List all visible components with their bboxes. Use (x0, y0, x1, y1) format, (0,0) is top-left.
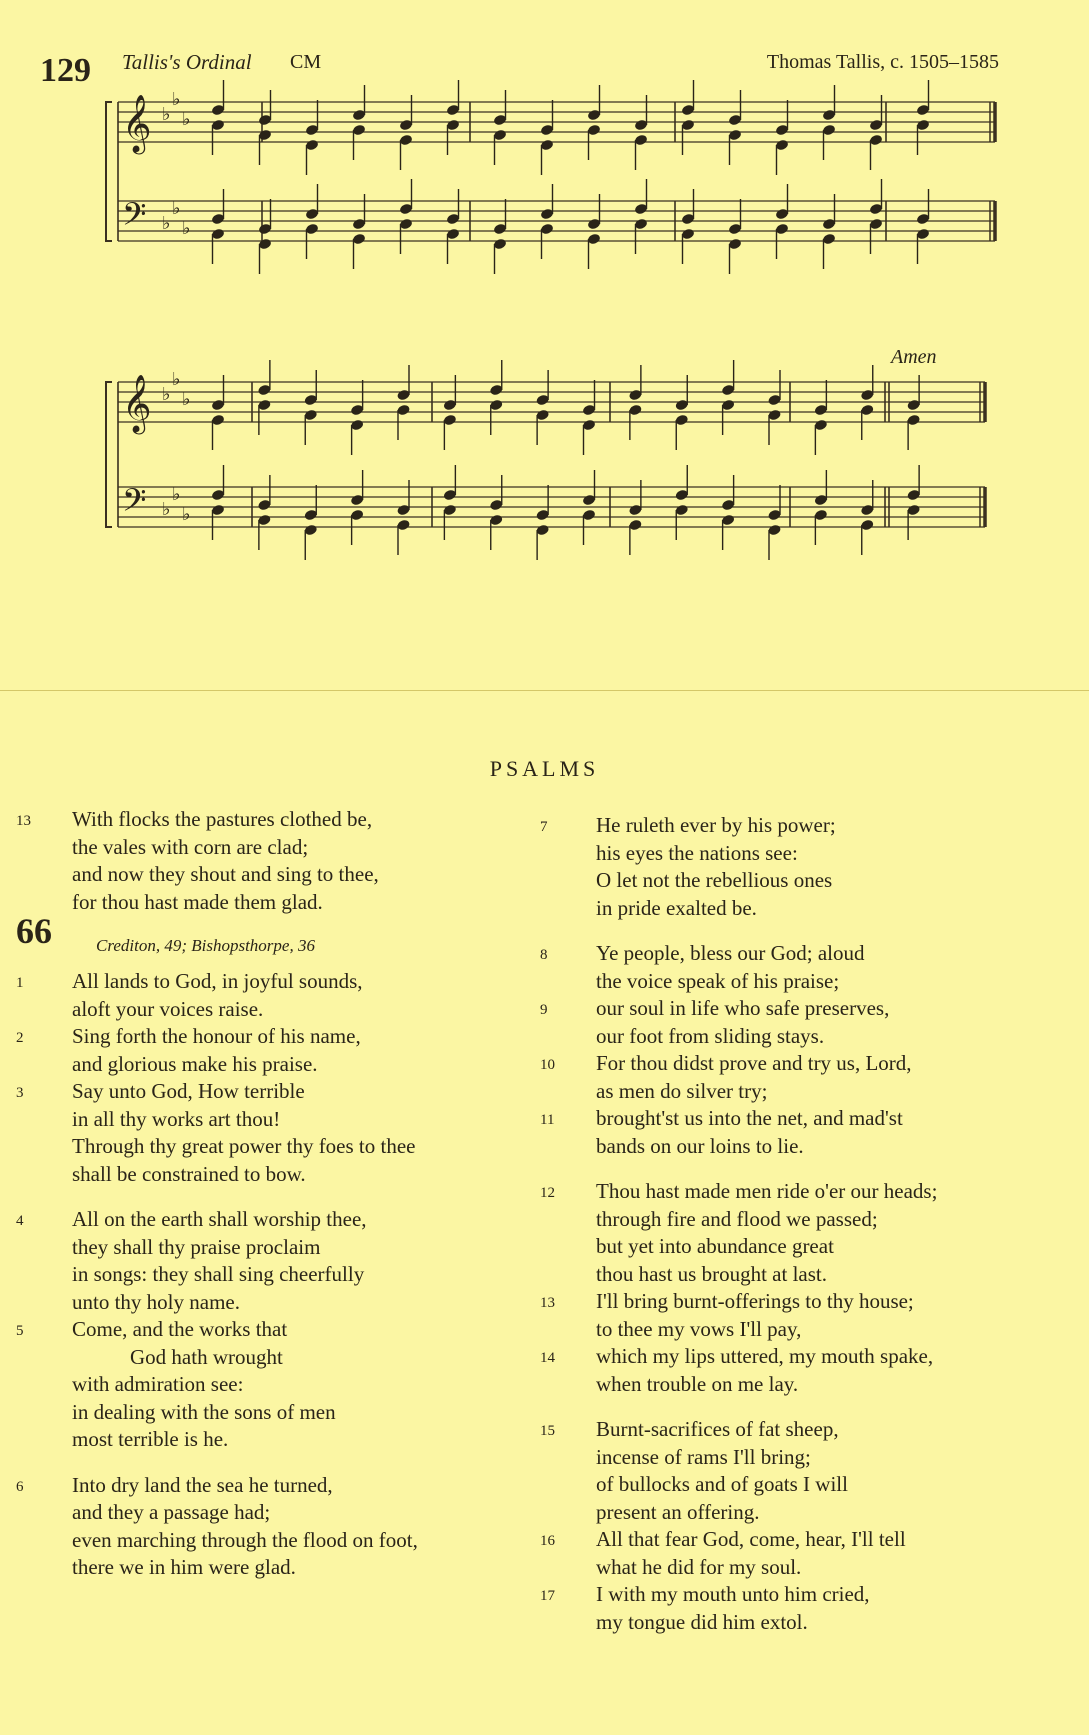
system-bracket (106, 382, 112, 527)
verse-7 (540, 812, 1060, 922)
verse-line: to thee my vows I'll pay, (596, 1316, 802, 1341)
flat-icon: ♭ (172, 369, 181, 390)
verse-line: present an offering. (596, 1499, 760, 1524)
psalm-heading (16, 911, 516, 968)
verse-number: 9 (540, 1002, 548, 1018)
verse-line: For thou didst prove and try us, Lord, (596, 1051, 912, 1075)
staff-lines (106, 102, 995, 527)
verse-15 (540, 1416, 1060, 1526)
verse-line: in pride exalted be. (596, 895, 757, 920)
verse-number: 13 (16, 813, 31, 829)
verse-12 (540, 1178, 1060, 1288)
verse-line: when trouble on me lay. (596, 1371, 799, 1396)
verse-line: shall be constrained to bow. (72, 1161, 306, 1186)
verse-line: Thou hast made men ride o'er our heads; (596, 1179, 938, 1203)
treble-clef-icon: 𝄞 (122, 374, 152, 432)
verse-line: Into dry land the sea he turned, (72, 1472, 333, 1497)
meter-label: CM (290, 51, 322, 73)
flat-icon: ♭ (162, 499, 171, 520)
verse-number: 17 (540, 1588, 555, 1604)
verse-line: thou hast us brought at last. (596, 1261, 827, 1286)
right-column (540, 812, 1060, 1636)
bass-clef-icon: 𝄢 (122, 482, 147, 526)
verse-line: there we in him were glad. (72, 1555, 296, 1579)
verse-line: most terrible is he. (72, 1427, 229, 1451)
verse-line: for thou hast made them glad. (72, 889, 323, 914)
flat-icon: ♭ (162, 104, 171, 125)
verse-line: his eyes the nations see: (596, 840, 798, 865)
amen-label: Amen (891, 346, 937, 368)
composer-credit: Thomas Tallis, c. 1505–1585 (766, 51, 999, 73)
verse-number: 16 (540, 1533, 555, 1549)
verse-number: 15 (540, 1423, 555, 1439)
verse-line: Sing forth the honour of his name, (72, 1024, 361, 1048)
verse-line: in songs: they shall sing cheerfully (72, 1262, 365, 1286)
verse-line: He ruleth ever by his power; (596, 813, 836, 837)
verse-line: I with my mouth unto him cried, (596, 1582, 870, 1606)
verse-line: our foot from sliding stays. (596, 1023, 825, 1048)
system-bracket (106, 102, 112, 241)
verse-line: brought'st us into the net, and mad'st (596, 1106, 903, 1130)
notes (211, 80, 930, 560)
verse-line: the vales with corn are clad; (72, 834, 309, 859)
treble-clef-icon: 𝄞 (122, 94, 152, 152)
verse-line: in dealing with the sons of men (72, 1399, 336, 1424)
verse-line: Come, and the works that (72, 1317, 288, 1341)
verse-number: 14 (540, 1350, 555, 1366)
verse-line: Ye people, bless our God; aloud (596, 941, 865, 965)
clefs (122, 89, 191, 526)
verse-line: All lands to God, in joyful sounds, (72, 969, 363, 993)
flat-icon: ♭ (182, 389, 191, 410)
verse-number: 13 (540, 1295, 555, 1311)
verse-line: our soul in life who safe preserves, (596, 996, 890, 1020)
verse-14 (540, 1343, 1060, 1398)
left-column (16, 806, 516, 1582)
section-heading: PSALMS (489, 756, 600, 781)
verse-line: I'll bring burnt-offerings to thy house; (596, 1289, 914, 1313)
psalm-number: 66 (16, 911, 52, 951)
flat-icon: ♭ (172, 89, 181, 110)
verse-8 (540, 940, 1060, 995)
verse-line: with admiration see: (72, 1372, 244, 1396)
verse-number: 11 (540, 1112, 555, 1128)
verse-number: 2 (16, 1030, 24, 1046)
verse-line: God hath wrought (130, 1344, 283, 1369)
verse-line: of bullocks and of goats I will (596, 1472, 848, 1496)
flat-icon: ♭ (182, 218, 191, 239)
verse-line: and now they shout and sing to thee, (72, 862, 379, 886)
verse-line: they shall thy praise proclaim (72, 1234, 321, 1259)
flat-icon: ♭ (162, 384, 171, 405)
verse-number: 6 (16, 1478, 24, 1495)
verse-13 (540, 1288, 1060, 1343)
verse-line: O let not the rebellious ones (596, 868, 833, 892)
verse-line: and glorious make his praise. (72, 1051, 318, 1076)
verse-line: but yet into abundance great (596, 1234, 834, 1258)
verse-line: unto thy holy name. (72, 1289, 240, 1314)
verse-9 (540, 995, 1060, 1050)
verse-5 (16, 1316, 516, 1454)
verse-number: 5 (16, 1323, 24, 1339)
verse-number: 10 (540, 1057, 555, 1073)
verse-11 (540, 1105, 1060, 1160)
verse-line: aloft your voices raise. (72, 996, 264, 1021)
flat-icon: ♭ (172, 484, 181, 505)
verse-number: 3 (16, 1085, 24, 1101)
verse-number: 7 (540, 819, 548, 835)
verse-2 (16, 1023, 516, 1078)
verse-line: as men do silver try; (596, 1078, 768, 1103)
verse-line: Through thy great power thy foes to thee (72, 1134, 416, 1158)
flat-icon: ♭ (172, 198, 181, 219)
verse-line: the voice speak of his praise; (596, 968, 840, 993)
verse-4 (16, 1206, 516, 1316)
verse-line: even marching through the flood on foot, (72, 1527, 418, 1552)
hymn-number: 129 (40, 52, 91, 89)
verse-line: Say unto God, How terrible (72, 1079, 305, 1103)
verse-number: 8 (540, 947, 548, 963)
verse-line: With flocks the pastures clothed be, (72, 807, 373, 831)
verse-line: which my lips uttered, my mouth spake, (596, 1344, 934, 1368)
verse-16 (540, 1526, 1060, 1581)
verse-line: what he did for my soul. (596, 1554, 802, 1579)
bar-lines (118, 102, 995, 527)
page-divider (0, 690, 1089, 691)
verse-line: and they a passage had; (72, 1500, 271, 1524)
flat-icon: ♭ (182, 109, 191, 130)
verse-10 (540, 1050, 1060, 1105)
flat-icon: ♭ (182, 504, 191, 525)
verse-number: 4 (16, 1213, 24, 1229)
verse-3 (16, 1078, 516, 1188)
verse-line: in all thy works art thou! (72, 1106, 281, 1131)
verse-line: Burnt-sacrifices of fat sheep, (596, 1417, 839, 1441)
bass-clef-icon: 𝄢 (122, 196, 147, 240)
verse-line: All that fear God, come, hear, I'll tell (596, 1527, 906, 1551)
verse-line: through fire and flood we passed; (596, 1206, 878, 1231)
verse-1 (16, 968, 516, 1023)
stanza-13 (16, 806, 516, 916)
verse-17 (540, 1581, 1060, 1636)
verse-6 (16, 1472, 516, 1582)
verse-number: 1 (16, 975, 24, 991)
verse-line: incense of rams I'll bring; (596, 1444, 811, 1469)
tune-name: Tallis's Ordinal (122, 50, 252, 74)
verse-number: 12 (540, 1185, 555, 1201)
flat-icon: ♭ (162, 213, 171, 234)
verse-line: All on the earth shall worship thee, (72, 1207, 367, 1231)
verse-line: my tongue did him extol. (596, 1609, 808, 1634)
verse-line: bands on our loins to lie. (596, 1133, 804, 1158)
psalm-tunes: Crediton, 49; Bishopsthorpe, 36 (96, 936, 315, 955)
music-score (0, 0, 1089, 600)
